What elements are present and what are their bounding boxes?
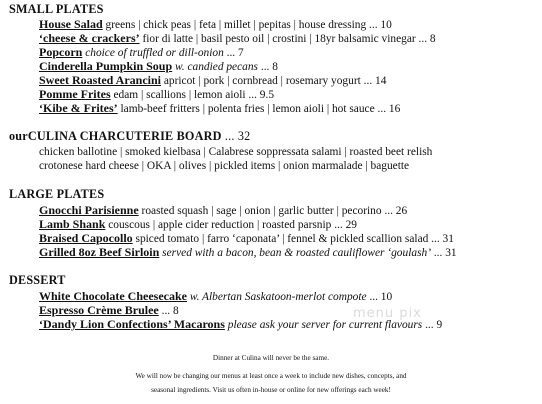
item-name: Pomme Frites	[39, 87, 111, 101]
watermark: menu pix	[353, 306, 422, 321]
footer-line-3: seasonal ingredients. Visit us often in-house or online for new offerings each week!	[151, 386, 391, 394]
item-description: lamb-beef fritters | polenta fries | lemon aioli | hot sauce ... 16	[117, 103, 401, 115]
item-price: ... 10	[366, 291, 393, 303]
menu-item-kibe-frites	[39, 102, 400, 117]
section-title-charcuterie	[9, 130, 250, 144]
item-description-italic: choice of truffled or dill-onion	[82, 47, 224, 59]
item-price: ... 31	[430, 247, 457, 259]
section-title-small-plates: SMALL PLATES	[9, 2, 104, 16]
item-description-italic: w. Albertan Saskatoon-merlot compote	[186, 291, 367, 303]
item-name: Sweet Roasted Arancini	[39, 73, 161, 87]
item-name: House Salad	[39, 17, 103, 31]
item-price: ... 9	[422, 319, 443, 331]
charcuterie-line-2: crotonese hard cheese | OKA | olives | pickled items | onion marmalade | baguette	[39, 160, 410, 172]
charcuterie-title: ourCULINA CHARCUTERIE BOARD	[9, 129, 222, 143]
item-description-italic: please ask your server for current flavours	[224, 319, 423, 331]
item-name: Espresso Crème Brulee	[39, 303, 159, 317]
section-title-dessert: DESSERT	[9, 273, 66, 287]
item-name: Gnocchi Parisienne	[39, 203, 139, 217]
item-name: Braised Capocollo	[39, 231, 133, 245]
item-name: Lamb Shank	[39, 217, 106, 231]
menu-item-cheese-crackers	[39, 32, 436, 47]
section-title-large-plates: LARGE PLATES	[9, 187, 105, 201]
item-description: greens | chick peas | feta | millet | pepitas | house dressing ... 10	[102, 19, 392, 31]
item-description: fior di latte | basil pesto oil | crostini | 18yr balsamic vinegar ... 8	[139, 33, 436, 45]
item-name: Popcorn	[39, 45, 83, 59]
item-name: ‘Kibe & Frites’	[39, 101, 118, 115]
item-description: roasted squash | sage | onion | garlic butter | pecorino ... 26	[138, 205, 408, 217]
item-price: ... 8	[158, 305, 179, 317]
item-name: ‘cheese & crackers’	[39, 31, 140, 45]
item-name: Grilled 8oz Beef Sirloin	[39, 245, 160, 259]
item-description: apricot | pork | cornbread | rosemary yogurt ... 14	[161, 75, 387, 87]
item-name: Cinderella Pumpkin Soup	[39, 59, 173, 73]
footer-line-2: We will now be changing our menus at least once a week to include new dishes, concepts, and	[135, 372, 407, 380]
item-price: ... 7	[223, 47, 244, 59]
menu-item-beef-sirloin	[39, 246, 457, 261]
item-description: spiced tomato | farro ‘caponata’ | fennel & pickled scallion salad ... 31	[132, 233, 454, 245]
footer-line-1: Dinner at Culina will never be the same.	[212, 354, 330, 362]
item-description: edam | scallions | lemon aioli ... 9.5	[110, 89, 275, 101]
charcuterie-line-1: chicken ballotine | smoked kielbasa | Calabrese soppressata salami | roasted beet relish	[39, 146, 433, 158]
item-name: White Chocolate Cheesecake	[39, 289, 187, 303]
item-name: ‘Dandy Lion Confections’ Macarons	[39, 317, 225, 331]
item-price: ... 8	[258, 61, 278, 73]
charcuterie-price: ... 32	[221, 129, 251, 143]
item-description: couscous | apple cider reduction | roasted parsnip ... 29	[105, 219, 357, 231]
item-description-italic: served with a bacon, bean & roasted cauliflower ‘goulash’	[159, 247, 431, 259]
item-description-italic: w. candied pecans	[172, 61, 258, 73]
